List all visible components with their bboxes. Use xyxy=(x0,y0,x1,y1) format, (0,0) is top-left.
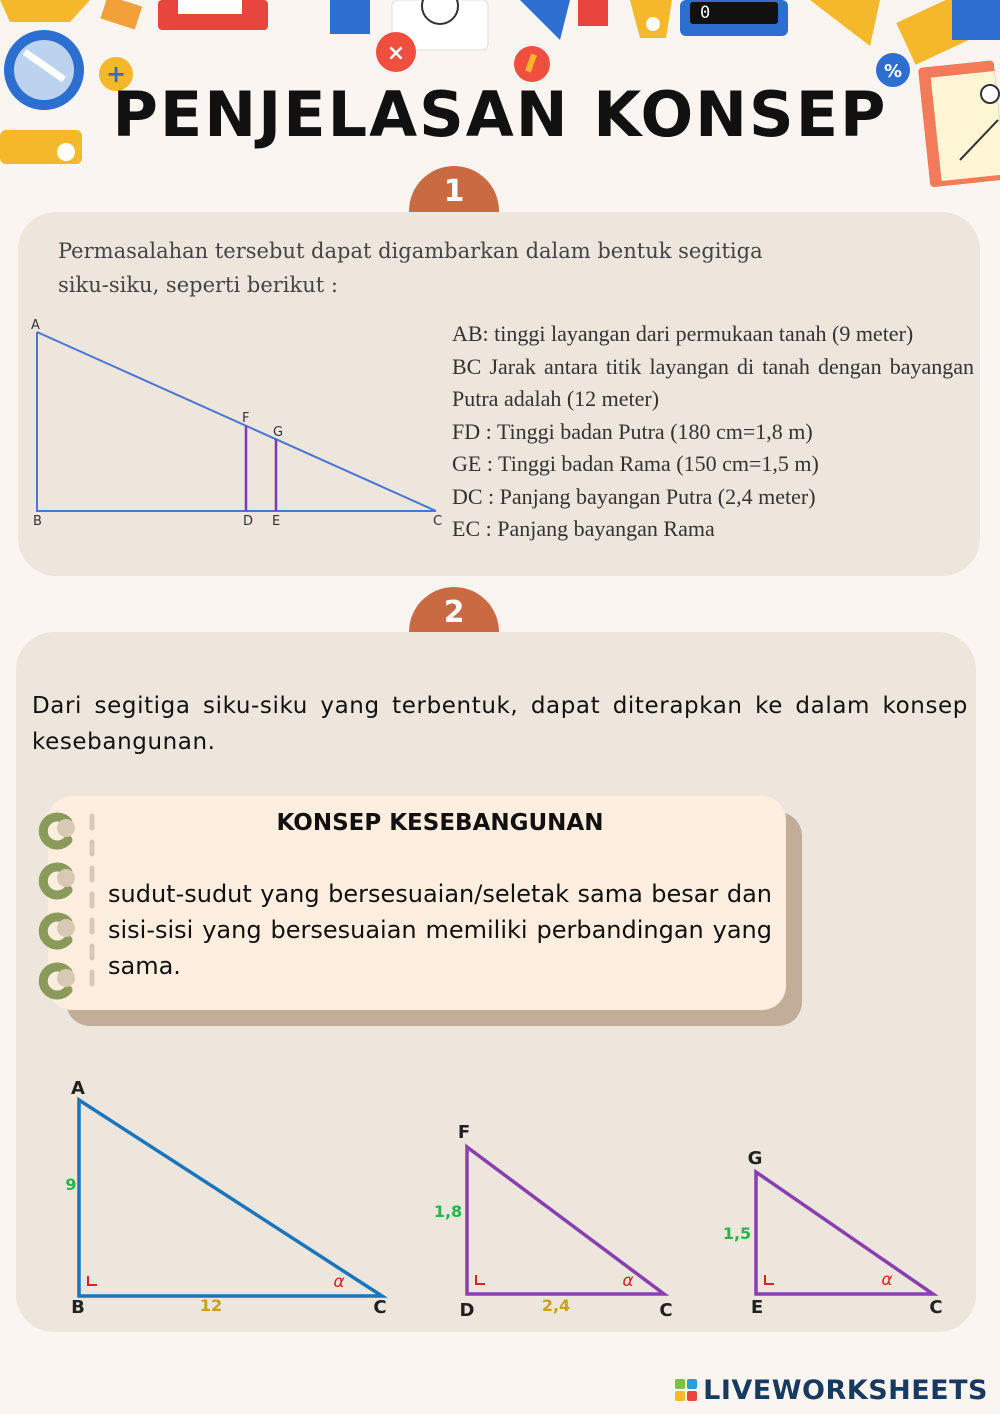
svg-text:+: + xyxy=(105,60,127,88)
list-item: EC : Panjang bayangan Rama xyxy=(452,516,715,541)
label-b: B xyxy=(33,514,42,529)
label-c: C xyxy=(433,514,443,529)
legend-list xyxy=(452,318,974,546)
list-item: BC Jarak antara titik layangan di tanah dengan bayangan Putra adalah (12 meter) xyxy=(452,353,974,411)
label-d: D xyxy=(243,514,254,529)
step1-intro: Permasalahan tersebut dapat digambarkan dalam bentuk segitiga siku-siku, seperti berikut : xyxy=(58,239,763,297)
list-item: FD : Tinggi badan Putra (180 cm=1,8 m) xyxy=(452,418,813,444)
label-f: F xyxy=(242,411,250,426)
angle-alpha-label: α xyxy=(622,1271,634,1291)
side-length-label: 1,5 xyxy=(722,1224,752,1243)
list-item: DC : Panjang bayangan Putra (2,4 meter) xyxy=(452,483,816,509)
similar-triangles xyxy=(40,1070,980,1330)
vertex-label: C xyxy=(929,1297,943,1318)
list-item: GE : Tinggi badan Rama (150 cm=1,5 m) xyxy=(452,451,819,476)
pencil-icon xyxy=(0,0,90,22)
right-angle-icon xyxy=(88,1276,97,1285)
liveworksheets-watermark[interactable] xyxy=(675,1372,988,1408)
step-badge-1: 1 xyxy=(409,166,499,212)
side-length-label: 9 xyxy=(65,1175,77,1194)
kite-shadow-diagram xyxy=(20,312,450,536)
right-angle-icon xyxy=(476,1275,485,1284)
label-e: E xyxy=(272,514,281,529)
concept-text: sudut-sudut yang bersesuaian/seletak sama besar dan sisi-sisi yang bersesuaian memiliki perbandingan yang sama. xyxy=(108,880,772,980)
angle-alpha-label: α xyxy=(333,1272,345,1292)
liveworksheets-logo-icon xyxy=(675,1379,697,1401)
right-angle-icon xyxy=(765,1275,774,1284)
vertex-label: E xyxy=(750,1297,764,1318)
label-g: G xyxy=(273,425,284,440)
angle-alpha-label: α xyxy=(881,1270,893,1290)
list-item: AB: tinggi layangan dari permukaan tanah (9 meter) xyxy=(452,321,914,346)
vertex-label: C xyxy=(373,1297,387,1318)
concept-title: KONSEP KESEBANGUNAN xyxy=(276,810,604,836)
step-badge-2: 2 xyxy=(409,587,499,633)
vertex-label: A xyxy=(71,1078,85,1099)
protractor-icon xyxy=(810,0,880,46)
triangle-abc xyxy=(65,1078,386,1318)
base-length-label: 2,4 xyxy=(541,1296,571,1315)
page-title: PENJELASAN KONSEP xyxy=(112,78,888,151)
triangle-gec xyxy=(723,1148,943,1318)
vertex-label: G xyxy=(747,1148,763,1169)
vertex-label: C xyxy=(659,1300,673,1321)
ruler-icon xyxy=(330,0,370,34)
calculator-display: 0 xyxy=(700,3,711,23)
side-length-label: 1,8 xyxy=(433,1202,463,1221)
triangle-fdc xyxy=(434,1122,673,1321)
vertex-label: F xyxy=(457,1122,471,1143)
watermark-text: LIVEWORKSHEETS xyxy=(703,1374,988,1406)
vertex-label: D xyxy=(459,1300,475,1321)
spiral-binding xyxy=(24,806,104,1006)
base-length-label: 12 xyxy=(199,1296,223,1315)
step2-text: Dari segitiga siku-siku yang terbentuk, dapat diterapkan ke dalam konsep kesebangunan. xyxy=(32,693,968,755)
svg-text:%: % xyxy=(883,61,903,82)
vertex-label: B xyxy=(71,1297,85,1318)
svg-text:×: × xyxy=(386,41,406,66)
label-a: A xyxy=(31,318,40,333)
hypotenuse-line xyxy=(37,332,436,511)
